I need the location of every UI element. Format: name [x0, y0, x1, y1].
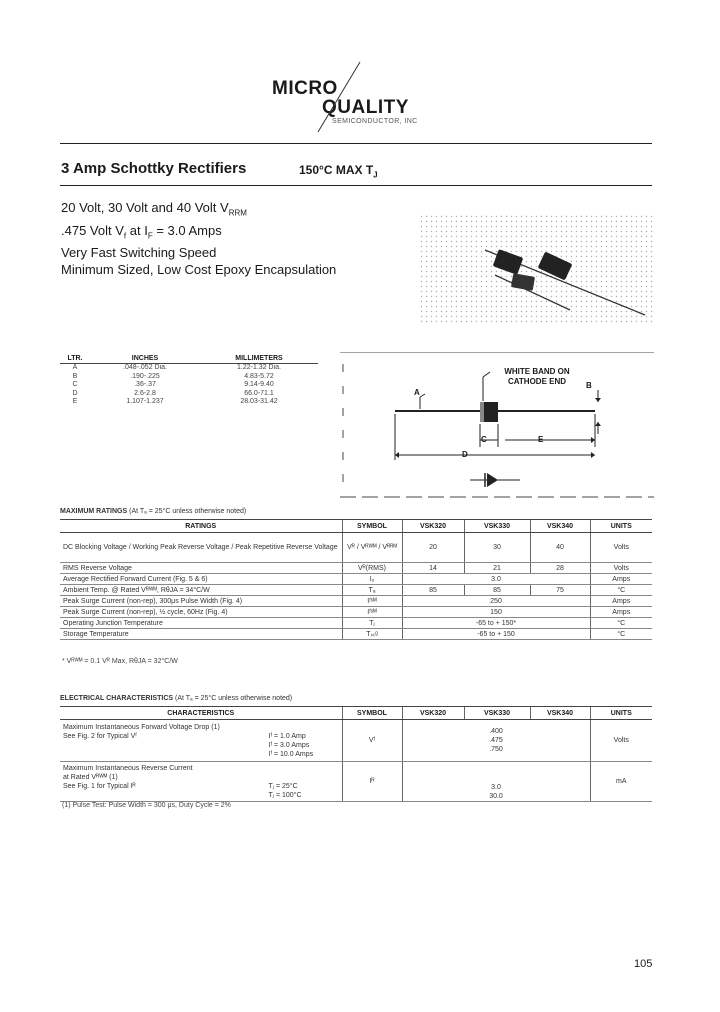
table-row: Ambient Temp. @ Rated Vᴿᵂᴹ, RθJA = 34°C/W Tₐ 85 85 75 °C — [60, 585, 652, 596]
table-row: RMS Reverse Voltage Vᴿ(RMS) 14 21 28 Volts — [60, 563, 652, 574]
table-row: DC Blocking Voltage / Working Peak Reverse Voltage / Peak Repetitive Reverse Voltage Vᴿ / Vᴿᵂᴹ / Vᴿᴿᴹ 20 30 40 Volts — [60, 533, 652, 563]
dim-label-e: E — [538, 435, 544, 444]
dim-header-ltr: LTR. — [60, 354, 90, 364]
feature-vf: .475 Volt $V_f$ at $I_F = 3.0$ Amps — [61, 222, 222, 241]
dim-header-inches: INCHES — [90, 354, 200, 364]
page-number: 105 — [634, 958, 653, 970]
title-rule — [60, 185, 652, 186]
table-row: Peak Surge Current (non-rep), ½ cycle, 60Hz (Fig. 4) Iᶠˢᴹ 150 Amps — [60, 607, 652, 618]
table-row: Average Rectified Forward Current (Fig. 5 & 6) Iₒ 3.0 Amps — [60, 574, 652, 585]
table-row: C .36-.37 9.14-9.40 — [72, 381, 274, 388]
max-ratings-heading: MAXIMUM RATINGS (At Tₐ = 25°C unless otherwise noted) — [60, 508, 247, 515]
dimension-table — [60, 354, 318, 407]
feature-voltage: 20 Volt, 30 Volt and 40 Volt $V_{RRM}$ — [61, 200, 247, 218]
page-subtitle: 150°C MAX $T_J$ — [299, 163, 378, 180]
table-row: D 2.6-2.8 66.0-71.1 — [72, 389, 274, 397]
top-rule — [60, 143, 652, 144]
max-ratings-footnote: * Vᴿᵂᴹ = 0.1 Vᴿ Max, RθJA = 32°C/W — [62, 658, 178, 665]
feature-encapsulation: Minimum Sized, Low Cost Epoxy Encapsulation — [61, 262, 337, 278]
electrical-footnote: (1) Pulse Test: Pulse Width = 300 μs, Duty Cycle = 2% — [62, 802, 231, 809]
product-photo — [420, 215, 655, 325]
dim-label-d: D — [462, 450, 468, 459]
table-row: Peak Surge Current (non-rep), 300μs Pulse Width (Fig. 4) Iᶠˢᴹ 250 Amps — [60, 596, 652, 607]
page-title: 3 Amp Schottky Rectifiers — [61, 160, 247, 177]
electrical-heading: ELECTRICAL CHARACTERISTICS (At Tₐ = 25°C unless otherwise noted) — [60, 695, 293, 702]
logo-quality: QUALITY — [322, 97, 409, 118]
table-row: E 1.107-1.237 28.03-31.42 — [72, 398, 278, 405]
dim-label-b: B — [586, 381, 592, 390]
logo-slash — [310, 60, 370, 140]
table-row: Storage Temperature Tₛₜᵍ -65 to + 150 °C — [60, 629, 652, 640]
table-row: A .048-.052 Dia. 1.22-1.32 Dia. — [72, 364, 281, 371]
max-ratings-table: RATINGS SYMBOL VSK320 VSK330 VSK340 UNITS DC Blocking Voltage / Working Peak Reverse Voltage / Peak Repetitive Reverse Voltage Vᴿ / Vᴿᵂᴹ / Vᴿᴿᴹ 20 30 40 Volts RMS Reverse Voltage Vᴿ(RMS) 14 21 28 Volts Average Rectified Forward Current (Fig. 5 & 6) Iₒ 3.0 Amps Ambient Temp. @ Rated Vᴿᵂᴹ, RθJA = 34°C/W Tₐ 85 85 75 °C Peak Surge Current (non-rep), 300μs Pulse Width (Fig. 4) Iᶠˢᴹ 250 Amps Peak Surge Current (non-rep), ½ cycle, 60Hz (Fig. 4) Iᶠˢᴹ 150 Amps Operating Junction Temperature Tⱼ -65 to + 150* °C Storage Temperature Tₛₜᵍ -65 to + 150 °C — [60, 519, 652, 640]
table-row: B .190-.225 4.83-5.72 — [72, 372, 274, 380]
dim-label-a: A — [414, 388, 420, 397]
feature-switching: Very Fast Switching Speed — [61, 245, 217, 261]
feature-list — [61, 199, 336, 278]
dim-header-mm: MILLIMETERS — [200, 354, 318, 364]
electrical-table: CHARACTERISTICS SYMBOL VSK320 VSK330 VSK340 UNITS Maximum Instantaneous Forward Voltage Drop (1) See Fig. 2 for Typical Vᶠ Iᶠ = 1.0 Amp Iᶠ = 3.0 Amps Iᶠ = 10.0 Amps Vᶠ .400 .475 .750 Volts Maximum Instantaneous Reverse Current at Rated Vᴿᵂᴹ (1) See Fig. 1 for Typical Iᴿ Tⱼ = 25°C Tⱼ = 100°C Iᴿ 3.0 30.0 mA — [60, 706, 652, 802]
dim-label-c: C — [481, 435, 487, 444]
band-label: WHITE BAND ON CATHODE END — [504, 367, 570, 386]
logo-semiconductor: SEMICONDUCTOR, INC — [332, 118, 418, 125]
table-row: Operating Junction Temperature Tⱼ -65 to + 150* °C — [60, 618, 652, 629]
logo-micro: MICRO — [272, 78, 338, 99]
table-row: Maximum Instantaneous Forward Voltage Drop (1) See Fig. 2 for Typical Vᶠ Iᶠ = 1.0 Amp Iᶠ = 3.0 Amps Iᶠ = 10.0 Amps Vᶠ .400 .475 .750 Volts — [60, 720, 652, 762]
table-row: Maximum Instantaneous Reverse Current at Rated Vᴿᵂᴹ (1) See Fig. 1 for Typical Iᴿ Tⱼ = 25°C Tⱼ = 100°C Iᴿ 3.0 30.0 mA — [60, 762, 652, 802]
